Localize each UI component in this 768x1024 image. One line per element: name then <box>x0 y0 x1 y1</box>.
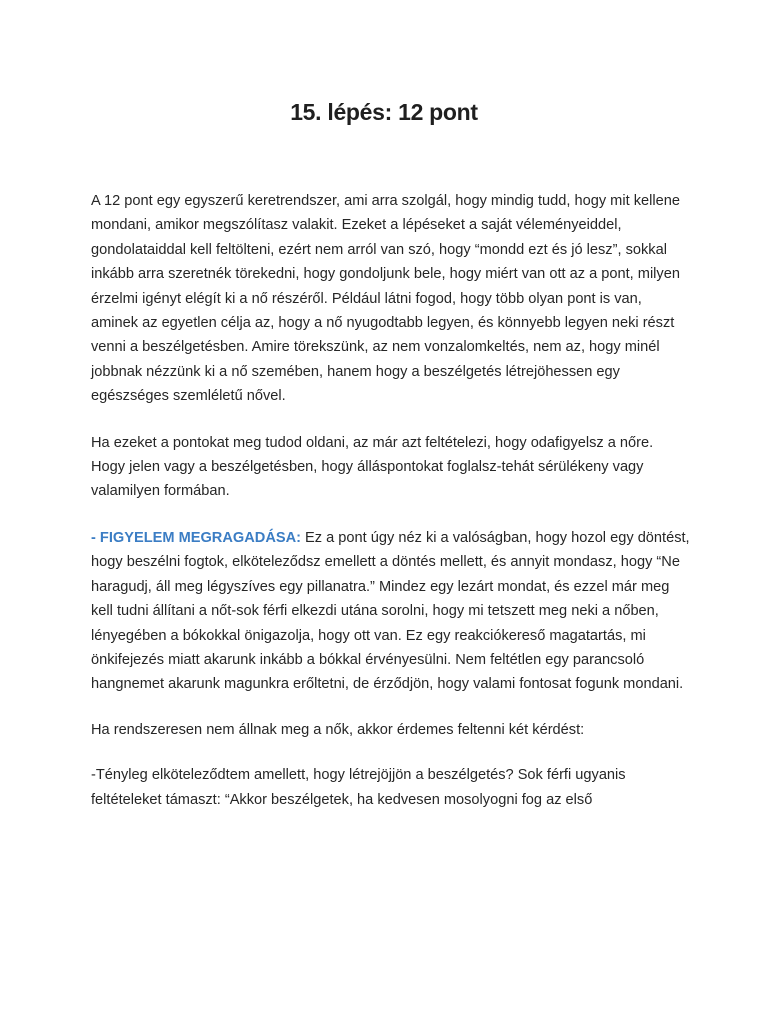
paragraph-questions-intro: Ha rendszeresen nem állnak meg a nők, akkor érdemes feltenni két kérdést: <box>91 721 585 738</box>
page-title: 15. lépés: 12 pont <box>290 99 478 125</box>
paragraph-attention: Ha ezeket a pontokat meg tudod oldani, az már azt feltételezi, hogy odafigyelsz a nőre. Hogy jelen vagy a beszélgetésben, hogy álláspontokat foglalsz-tehát sérülékeny vagy valamilyen formában. <box>91 434 654 500</box>
paragraph-figyelem <box>91 526 691 697</box>
paragraph-intro: A 12 pont egy egyszerű keretrendszer, ami arra szolgál, hogy mindig tudd, hogy mit kellene mondani, amikor megszólítasz valakit. Ezeket a lépéseket a saját véleményeiddel, gondolataiddal kell feltölteni, ezért nem arról van szó, hogy “mondd ezt és jó lesz”, sokkal inkább arra szeretnék törekedni, hogy gondoljunk bele, hogy miért van ott az a pont, milyen érzelmi igényt elégít ki a nő részéről. Például látni fogod, hogy több olyan pont is van, aminek az egyetlen célja az, hogy a nő nyugodtabb legyen, és könnyebb legyen neki részt venni a beszélgetésben. Amire törekszünk, az nem vonzalomkeltés, nem az, hogy minél jobbnak nézzünk ki a nő szemében, hanem hogy a beszélgetés létrejöhessen egy egészséges szemléletű nővel. <box>91 193 680 405</box>
paragraph-figyelem-text: Ez a pont úgy néz ki a valóságban, hogy hozol egy döntést, hogy beszélni fogtok, elköteleződsz emellett a döntés mellett, és annyit mondasz, hogy “Ne haragudj, áll meg légyszíves egy pillanatra.” Mindez egy lezárt mondat, és ezzel már meg kell tudni állítani a nőt-sok férfi elkezdi utána sorolni, hogy mi tetszett meg neki a nőben, lényegében a bókokkal önigazolja, hogy ott van. Ez egy reakciókereső magatartás, mi önkifejezés miatt akarunk inkább a bókkal érvényesülni. Nem feltétlen egy parancsoló hangnemet akarunk magunkra erőltetni, de érződjön, hogy valami fontosat fogunk mondani. <box>91 529 690 693</box>
document-body <box>91 189 691 812</box>
paragraph-question-one: -Tényleg elköteleződtem amellett, hogy létrejöjjön a beszélgetés? Sok férfi ugyanis feltételeket támaszt: “Akkor beszélgetek, ha kedvesen mosolyogni fog az első <box>91 767 626 808</box>
section-lead-heading: - FIGYELEM MEGRAGADÁSA: <box>91 529 301 546</box>
